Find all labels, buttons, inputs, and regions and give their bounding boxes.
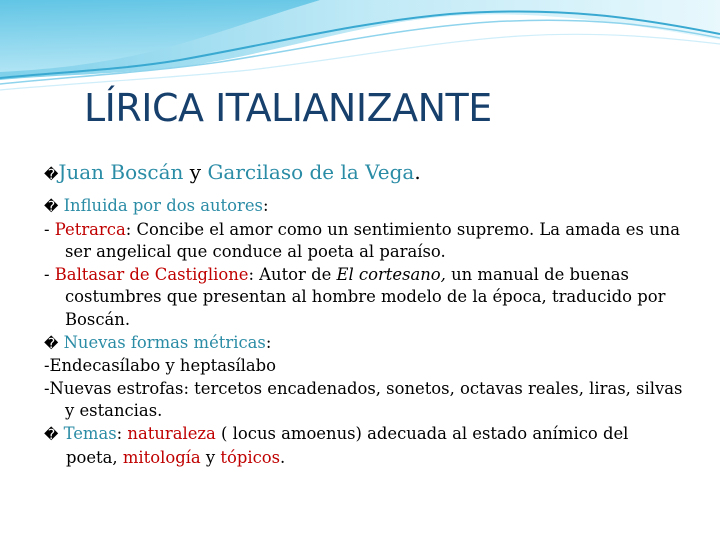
influence-line bbox=[44, 195, 684, 219]
slide-content bbox=[44, 158, 684, 469]
petrarca-text: : Concibe el amor como un sentimiento supremo. La amada es una ser angelical que conduce al poeta al paraíso. bbox=[65, 219, 680, 262]
themes-item bbox=[44, 423, 684, 469]
book-title: El cortesano, bbox=[336, 264, 446, 284]
themes-label: Temas bbox=[63, 423, 117, 443]
themes-end: . bbox=[280, 447, 286, 467]
metrics-line bbox=[44, 332, 684, 356]
authors-end: . bbox=[414, 160, 421, 184]
theme-topics: tópicos bbox=[220, 447, 281, 467]
influence-colon: : bbox=[262, 196, 269, 215]
bullet-icon: � bbox=[44, 167, 59, 183]
petrarca-name: Petrarca bbox=[54, 219, 126, 239]
themes-text: ( locus amoenus) adecuada al estado anímico del poeta, bbox=[66, 423, 629, 467]
authors-connector: y bbox=[183, 160, 208, 184]
metrics-label: Nuevas formas métricas bbox=[63, 332, 266, 352]
castiglione-item bbox=[44, 264, 684, 332]
bullet-icon: � bbox=[44, 335, 59, 352]
header-wave-decoration bbox=[0, 0, 720, 95]
influence-label: Influida por dos autores bbox=[63, 196, 263, 215]
theme-myth: mitología bbox=[122, 447, 201, 467]
themes-and: y bbox=[200, 447, 221, 467]
dash: - bbox=[44, 264, 55, 284]
castiglione-text-2: un manual de buenas costumbres que presentan al hombre modelo de la época, traducido por Boscán. bbox=[65, 264, 666, 329]
slide-title: LÍRICA ITALIANIZANTE bbox=[84, 86, 492, 130]
castiglione-text-1: : Autor de bbox=[248, 264, 337, 284]
themes-colon: : bbox=[116, 423, 128, 443]
metrics-item-1: -Endecasílabo y heptasílabo bbox=[44, 356, 277, 376]
author-boscan: Juan Boscán bbox=[58, 160, 184, 184]
theme-nature: naturaleza bbox=[127, 423, 216, 443]
dash: - bbox=[44, 219, 55, 239]
bullet-icon: � bbox=[44, 426, 59, 443]
metrics-item-2: -Nuevas estrofas: tercetos encadenados, sonetos, octavas reales, liras, silvas y estancias. bbox=[44, 378, 683, 421]
authors-line bbox=[44, 158, 684, 189]
author-garcilaso: Garcilaso de la Vega bbox=[207, 160, 415, 184]
petrarca-item bbox=[44, 219, 684, 264]
castiglione-name: Baltasar de Castiglione bbox=[54, 264, 249, 284]
bullet-icon: � bbox=[44, 199, 59, 215]
metrics-colon: : bbox=[265, 332, 272, 352]
